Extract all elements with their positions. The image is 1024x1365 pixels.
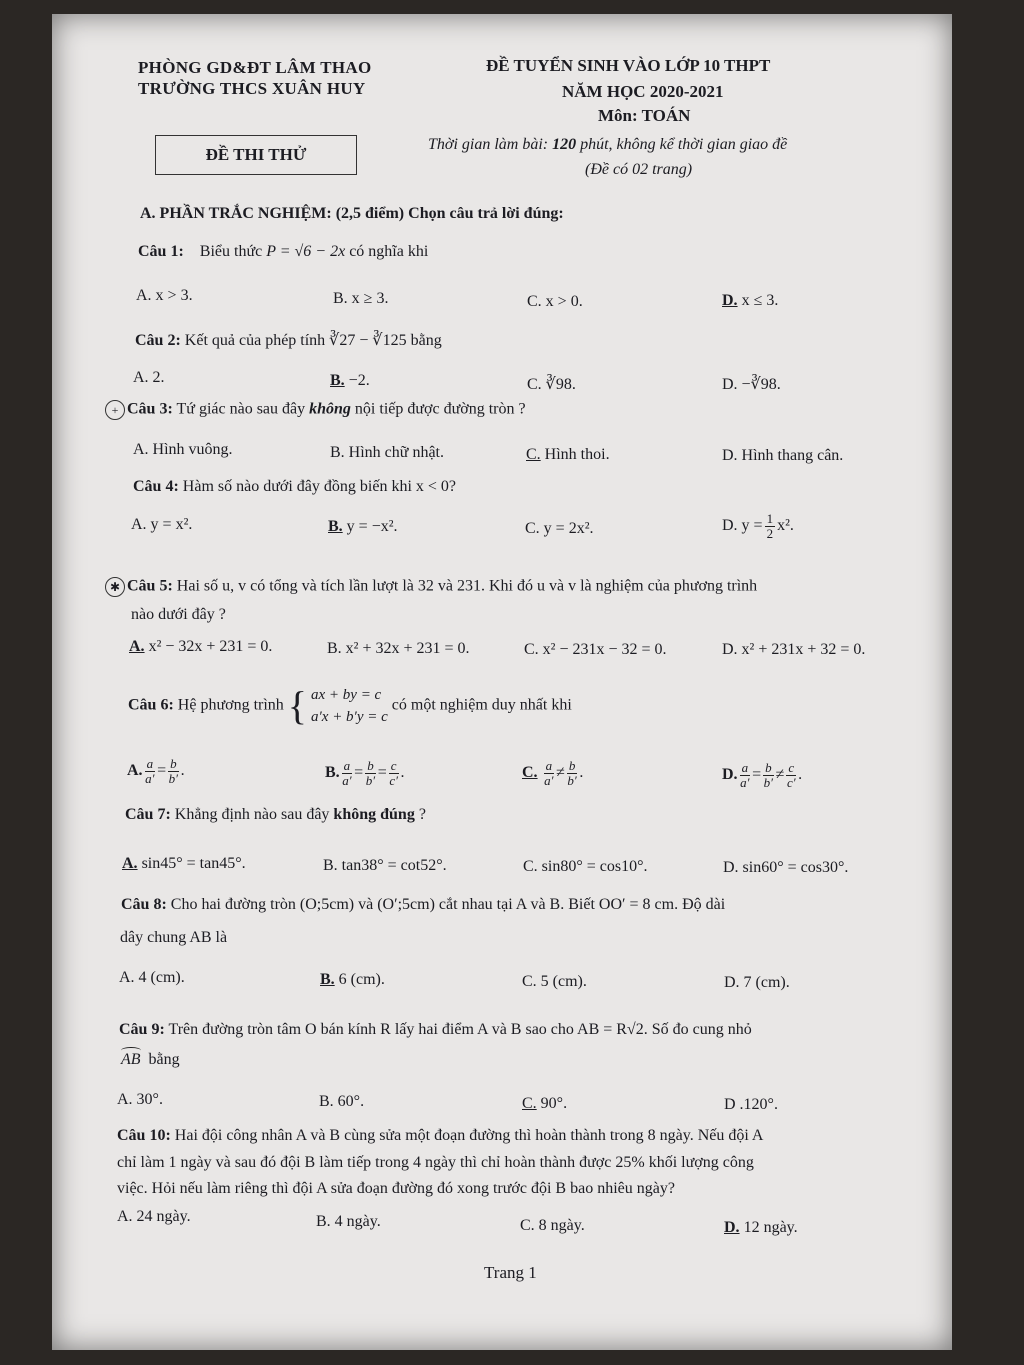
section-title: A. PHẦN TRẮC NGHIỆM: (2,5 điểm) Chọn câu trả lời đúng: xyxy=(140,205,564,222)
question-6: Câu 6: Hệ phương trình { ax + by = c a′x + b′y = c có một nghiệm duy nhất khi xyxy=(128,683,572,728)
q1-option-a: A. x > 3. xyxy=(136,287,193,304)
q5-option-b: B. x² + 32x + 231 = 0. xyxy=(327,640,470,657)
q6-option-a: A. $\frac{a}{a'}$ = $\frac{b}{b'}$ . xyxy=(127,756,185,786)
q5-option-c: C. x² − 231x − 32 = 0. xyxy=(524,641,667,658)
exam-title: ĐỀ TUYỂN SINH VÀO LỚP 10 THPT xyxy=(486,56,771,75)
q8-option-b: B. 6 (cm). xyxy=(320,971,385,988)
question-7: Câu 7: Khẳng định nào sau đây không đúng ? xyxy=(125,806,426,823)
department-name: PHÒNG GD&ĐT LÂM THAO xyxy=(138,58,372,77)
q10-option-c: C. 8 ngày. xyxy=(520,1217,585,1234)
question-3: + Câu 3: Tứ giác nào sau đây không nội tiếp được đường tròn ? xyxy=(105,400,526,420)
q5-option-a: A. x² − 32x + 231 = 0. xyxy=(129,638,273,655)
q10-option-a: A. 24 ngày. xyxy=(117,1208,191,1225)
subject: Môn: TOÁN xyxy=(598,106,691,125)
q6-option-c: C. $\frac{a}{a'}$ ≠ $\frac{b}{b'}$ . xyxy=(522,758,584,788)
q7-option-a: A. sin45° = tan45°. xyxy=(122,855,246,872)
q5-handwritten-mark: ✱ xyxy=(105,577,125,597)
q3-option-b: B. Hình chữ nhật. xyxy=(330,444,444,461)
q9-option-b: B. 60°. xyxy=(319,1093,365,1110)
question-10-line3: việc. Hỏi nếu làm riêng thì đội A sửa đoạn đường đó xong trước đội B bao nhiêu ngày? xyxy=(117,1180,675,1197)
q1-option-c: C. x > 0. xyxy=(527,293,583,310)
question-2: Câu 2: Kết quả của phép tính ∛27 − ∛125 bằng xyxy=(135,332,442,349)
pages-note: (Đề có 02 trang) xyxy=(585,161,693,178)
question-9-cont: AB bằng xyxy=(121,1051,180,1069)
q10-option-b: B. 4 ngày. xyxy=(316,1213,381,1230)
question-5: ✱ Câu 5: Hai số u, v có tổng và tích lần lượt là 32 và 231. Khi đó u và v là nghiệm của phương trình xyxy=(105,577,757,597)
question-10: Câu 10: Hai đội công nhân A và B cùng sửa một đoạn đường thì hoàn thành trong 8 ngày. Nếu đội A xyxy=(117,1127,764,1144)
q7-option-d: D. sin60° = cos30°. xyxy=(723,859,849,876)
question-9: Câu 9: Trên đường tròn tâm O bán kính R lấy hai điểm A và B sao cho AB = R√2. Số đo cung nhỏ xyxy=(119,1021,752,1038)
mock-exam-badge: ĐỀ THI THỬ xyxy=(155,135,357,175)
q8-option-c: C. 5 (cm). xyxy=(522,973,587,990)
question-8-cont: dây chung AB là xyxy=(120,929,228,946)
q2-option-a: A. 2. xyxy=(133,369,165,386)
q4-option-a: A. y = x². xyxy=(131,516,193,533)
q4-option-d: D. y = $\frac{1}{2}$ x². xyxy=(722,511,794,541)
q6-option-b: B. $\frac{a}{a'}$ = $\frac{b}{b'}$ = $\frac{c}{c'}$ . xyxy=(325,758,405,788)
q2-option-d: D. −∛98. xyxy=(722,376,781,393)
q1-option-d: D. x ≤ 3. xyxy=(722,292,779,309)
q3-option-d: D. Hình thang cân. xyxy=(722,447,844,464)
q4-option-c: C. y = 2x². xyxy=(525,520,594,537)
q9-option-d: D .120°. xyxy=(724,1096,778,1113)
school-name: TRƯỜNG THCS XUÂN HUY xyxy=(138,79,366,98)
q10-option-d: D. 12 ngày. xyxy=(724,1219,798,1236)
page-number: Trang 1 xyxy=(484,1263,537,1282)
question-4: Câu 4: Hàm số nào dưới đây đồng biến khi x < 0? xyxy=(133,478,457,495)
q6-option-d: D. $\frac{a}{a'}$ = $\frac{b}{b'}$ ≠ $\frac{c}{c'}$ . xyxy=(722,760,803,790)
q3-option-a: A. Hình vuông. xyxy=(133,441,233,458)
question-10-line2: chỉ làm 1 ngày và sau đó đội B làm tiếp trong 4 ngày thì chỉ hoàn thành được 25% khối lượng công xyxy=(117,1154,754,1171)
arc-ab: AB xyxy=(121,1051,141,1069)
q1-option-b: B. x ≥ 3. xyxy=(333,290,389,307)
q7-option-c: C. sin80° = cos10°. xyxy=(523,858,648,875)
q4-option-b: B. y = −x². xyxy=(328,518,398,535)
question-5-cont: nào dưới đây ? xyxy=(131,606,226,623)
q8-option-a: A. 4 (cm). xyxy=(119,969,185,986)
q5-option-d: D. x² + 231x + 32 = 0. xyxy=(722,641,866,658)
question-8: Câu 8: Cho hai đường tròn (O;5cm) và (O′;5cm) cắt nhau tại A và B. Biết OO′ = 8 cm. Độ dài xyxy=(121,896,726,913)
q3-option-c: C. Hình thoi. xyxy=(526,446,610,463)
q9-option-a: A. 30°. xyxy=(117,1091,163,1108)
q7-option-b: B. tan38° = cot52°. xyxy=(323,857,447,874)
q9-option-c: C. 90°. xyxy=(522,1095,568,1112)
question-1: Câu 1: Biểu thức P = √6 − 2x có nghĩa khi xyxy=(138,243,429,260)
time-note: Thời gian làm bài: 120 phút, không kể thời gian giao đề xyxy=(428,136,788,153)
q8-option-d: D. 7 (cm). xyxy=(724,974,790,991)
q2-option-b: B. −2. xyxy=(330,372,370,389)
school-year: NĂM HỌC 2020-2021 xyxy=(562,82,724,101)
q3-handwritten-mark: + xyxy=(105,400,125,420)
q2-option-c: C. ∛98. xyxy=(527,376,576,393)
